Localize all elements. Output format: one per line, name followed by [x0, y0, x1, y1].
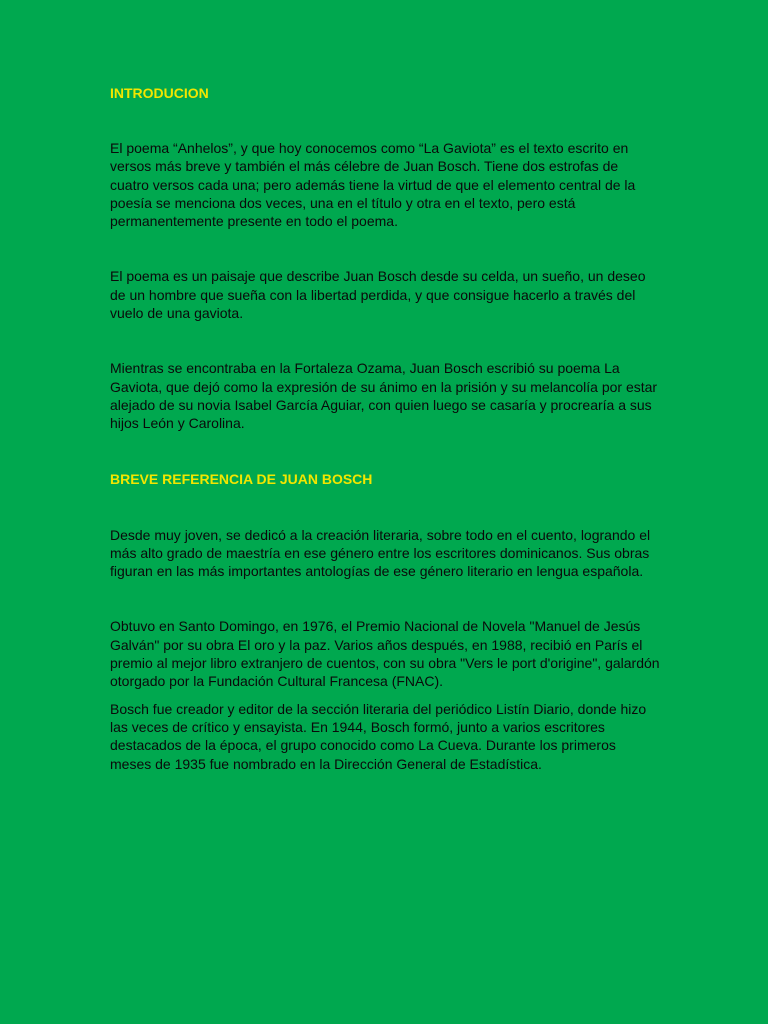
paragraph-anhelos: El poema “Anhelos”, y que hoy conocemos como “La Gaviota” es el texto escrito en versos más breve y también el más célebre de Juan Bosch. Tiene dos estrofas de cuatro versos cada una; pero además tiene la virtud de que el elemento central de la poesía se menciona dos veces, una en el título y otra en el texto, pero está permanentemente presente en todo el poema.	[110, 140, 636, 230]
paragraph-fortaleza: Mientras se encontraba en la Fortaleza Ozama, Juan Bosch escribió su poema La Gaviota, que dejó como la expresión de su ánimo en la prisión y su melancolía por estar alejado de su novia Isabel García Aguiar, con quien luego se casaría y procrearía a sus hijos León y Carolina.	[110, 360, 658, 432]
paragraph-listin-diario: Bosch fue creador y editor de la sección literaria del periódico Listín Diario, donde hizo las veces de crítico y ensayista. En 1944, Bosch formó, junto a varios escritores destacados de la época, el grupo conocido como La Cueva. Durante los primeros meses de 1935 fue nombrado en la Dirección General de Estadística.	[110, 700, 647, 772]
paragraph-paisaje: El poema es un paisaje que describe Juan Bosch desde su celda, un sueño, un deseo de un hombre que sueña con la libertad perdida, y que consigue hacerlo a través del vuelo de una gaviota.	[110, 268, 646, 322]
heading-introduction: INTRODUCION	[110, 85, 209, 101]
document-body	[110, 84, 660, 773]
heading-breve-referencia: BREVE REFERENCIA DE JUAN BOSCH	[110, 470, 373, 487]
paragraph-creacion-literaria: Desde muy joven, se dedicó a la creación literaria, sobre todo en el cuento, logrando el más alto grado de maestría en ese género entre los escritores dominicanos. Sus obras figuran en las más importantes antologías de ese género literario en lengua española.	[110, 526, 651, 580]
paragraph-premio-nacional: Obtuvo en Santo Domingo, en 1976, el Premio Nacional de Novela "Manuel de Jesús Galván" por su obra El oro y la paz. Varios años después, en 1988, recibió en París el premio al mejor libro extranjero de cuentos, con su obra "Vers le port d'origine", galardón otorgado por la Fundación Cultural Francesa (FNAC).	[110, 618, 660, 690]
